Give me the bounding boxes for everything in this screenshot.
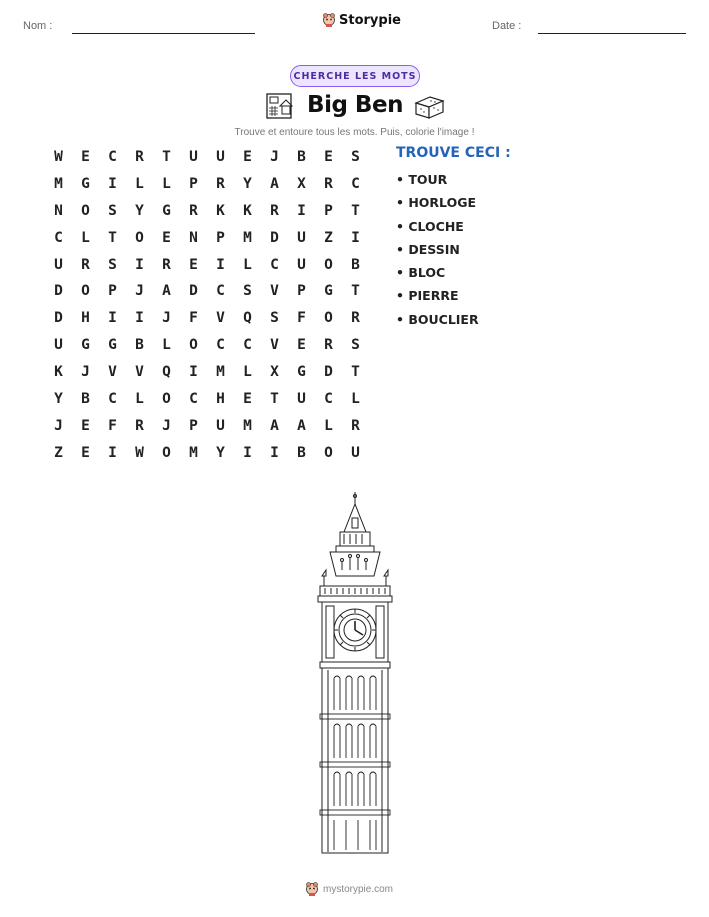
grid-letter[interactable]: A bbox=[270, 175, 279, 192]
grid-letter[interactable]: L bbox=[162, 175, 171, 192]
grid-letter[interactable]: M bbox=[216, 364, 225, 381]
grid-letter[interactable]: R bbox=[216, 175, 225, 192]
grid-letter[interactable]: S bbox=[243, 283, 252, 300]
grid-letter[interactable]: A bbox=[297, 417, 306, 434]
grid-letter[interactable]: I bbox=[108, 444, 117, 461]
grid-row bbox=[45, 282, 370, 309]
grid-letter[interactable]: O bbox=[81, 202, 90, 219]
grid-letter[interactable]: I bbox=[108, 310, 117, 327]
grid-letter[interactable]: I bbox=[243, 444, 252, 461]
grid-letter[interactable]: N bbox=[189, 229, 198, 246]
grid-letter[interactable]: J bbox=[270, 149, 279, 165]
grid-letter[interactable]: L bbox=[243, 256, 252, 273]
footer bbox=[305, 881, 393, 897]
grid-letter[interactable]: T bbox=[108, 229, 117, 246]
grid-letter[interactable]: C bbox=[324, 391, 333, 408]
grid-letter[interactable]: J bbox=[162, 310, 171, 327]
word-list-item: • BOUCLIER bbox=[396, 311, 479, 327]
grid-letter[interactable]: H bbox=[81, 310, 90, 327]
grid-letter[interactable]: O bbox=[189, 337, 198, 354]
grid-letter[interactable]: E bbox=[324, 149, 333, 165]
grid-letter[interactable]: P bbox=[297, 283, 306, 300]
grid-letter[interactable]: V bbox=[108, 364, 117, 381]
grid-letter[interactable]: O bbox=[324, 444, 333, 461]
grid-letter[interactable]: S bbox=[108, 202, 117, 219]
grid-letter[interactable]: U bbox=[216, 417, 225, 434]
grid-letter[interactable]: D bbox=[189, 283, 198, 300]
grid-letter[interactable]: J bbox=[81, 364, 90, 381]
grid-letter[interactable]: Y bbox=[135, 202, 144, 219]
grid-row bbox=[45, 202, 370, 229]
grid-letter[interactable]: C bbox=[216, 283, 225, 300]
brand-logo bbox=[322, 12, 401, 28]
grid-letter[interactable]: I bbox=[297, 202, 306, 219]
name-line[interactable] bbox=[72, 33, 255, 34]
grid-letter[interactable]: M bbox=[189, 444, 198, 461]
grid-letter[interactable]: C bbox=[270, 256, 279, 273]
grid-letter[interactable]: O bbox=[162, 444, 171, 461]
grid-row bbox=[45, 148, 370, 175]
footer-url[interactable]: mystorypie.com bbox=[323, 883, 394, 895]
grid-letter[interactable]: F bbox=[189, 310, 198, 327]
grid-letter[interactable]: K bbox=[243, 202, 252, 219]
grid-letter[interactable]: G bbox=[108, 337, 117, 354]
grid-letter[interactable]: Z bbox=[54, 444, 63, 461]
grid-letter[interactable]: S bbox=[351, 149, 360, 165]
date-label: Date : bbox=[492, 20, 522, 32]
grid-letter[interactable]: R bbox=[162, 256, 171, 273]
grid-letter[interactable]: O bbox=[324, 256, 333, 273]
page-title: Big Ben bbox=[307, 92, 403, 118]
grid-letter[interactable]: I bbox=[216, 256, 225, 273]
grid-letter[interactable]: C bbox=[243, 337, 252, 354]
grid-letter[interactable]: E bbox=[189, 256, 198, 273]
grid-row bbox=[45, 336, 370, 363]
grid-letter[interactable]: U bbox=[351, 444, 360, 461]
grid-letter[interactable]: S bbox=[108, 256, 117, 273]
grid-letter[interactable]: U bbox=[54, 256, 63, 273]
grid-letter[interactable]: G bbox=[81, 175, 90, 192]
grid-letter[interactable]: E bbox=[81, 417, 90, 434]
storypie-logo-icon bbox=[322, 12, 336, 28]
grid-letter[interactable]: T bbox=[351, 283, 360, 300]
word-list-item: • BLOC bbox=[396, 265, 446, 281]
grid-letter[interactable]: I bbox=[135, 310, 144, 327]
grid-letter[interactable]: J bbox=[54, 417, 63, 434]
grid-letter[interactable]: M bbox=[243, 417, 252, 434]
blueprint-icon bbox=[265, 92, 293, 120]
grid-letter[interactable]: C bbox=[108, 391, 117, 408]
grid-letter[interactable]: V bbox=[216, 310, 225, 327]
grid-letter[interactable]: L bbox=[162, 337, 171, 354]
grid-row bbox=[45, 309, 370, 336]
grid-letter[interactable]: D bbox=[54, 283, 63, 300]
grid-letter[interactable]: R bbox=[81, 256, 90, 273]
grid-letter[interactable]: Z bbox=[324, 229, 333, 246]
grid-letter[interactable]: U bbox=[297, 256, 306, 273]
grid-letter[interactable]: E bbox=[81, 444, 90, 461]
storypie-logo-icon bbox=[305, 881, 319, 897]
grid-row bbox=[45, 256, 370, 283]
grid-letter[interactable]: F bbox=[297, 310, 306, 327]
grid-letter[interactable]: U bbox=[216, 149, 225, 165]
grid-letter[interactable]: R bbox=[135, 417, 144, 434]
grid-letter[interactable]: U bbox=[189, 149, 198, 165]
grid-letter[interactable]: J bbox=[135, 283, 144, 300]
date-line[interactable] bbox=[538, 33, 686, 34]
grid-letter[interactable]: S bbox=[351, 337, 360, 354]
grid-letter[interactable]: U bbox=[54, 337, 63, 354]
grid-letter[interactable]: Q bbox=[162, 364, 171, 381]
grid-letter[interactable]: T bbox=[162, 149, 171, 165]
grid-letter[interactable]: C bbox=[189, 391, 198, 408]
grid-letter[interactable]: B bbox=[297, 149, 306, 165]
grid-letter[interactable]: R bbox=[324, 175, 333, 192]
grid-letter[interactable]: A bbox=[270, 417, 279, 434]
word-list bbox=[396, 172, 479, 335]
brand-name: Storypie bbox=[339, 12, 401, 28]
grid-letter[interactable]: I bbox=[351, 229, 360, 246]
grid-letter[interactable]: R bbox=[324, 337, 333, 354]
stone-block-icon bbox=[413, 94, 445, 120]
grid-letter[interactable]: M bbox=[54, 175, 63, 192]
name-label: Nom : bbox=[23, 20, 53, 32]
grid-letter[interactable]: W bbox=[135, 444, 144, 461]
word-list-item: • DESSIN bbox=[396, 241, 460, 257]
grid-letter[interactable]: B bbox=[351, 256, 360, 273]
grid-letter[interactable]: P bbox=[189, 417, 198, 434]
word-list-item: • PIERRE bbox=[396, 288, 459, 304]
grid-letter[interactable]: X bbox=[270, 364, 279, 381]
grid-letter[interactable]: C bbox=[54, 229, 63, 246]
grid-letter[interactable]: D bbox=[324, 364, 333, 381]
grid-letter[interactable]: V bbox=[135, 364, 144, 381]
grid-letter[interactable]: O bbox=[135, 229, 144, 246]
instructions: Trouve et entoure tous les mots. Puis, colorie l'image ! bbox=[234, 127, 475, 138]
grid-letter[interactable]: O bbox=[324, 310, 333, 327]
grid-letter[interactable]: P bbox=[216, 229, 225, 246]
grid-letter[interactable]: K bbox=[54, 364, 63, 381]
grid-letter[interactable]: T bbox=[270, 391, 279, 408]
grid-letter[interactable]: C bbox=[216, 337, 225, 354]
grid-letter[interactable]: C bbox=[108, 149, 117, 165]
grid-letter[interactable]: Q bbox=[243, 310, 252, 327]
grid-letter[interactable]: P bbox=[189, 175, 198, 192]
grid-letter[interactable]: Y bbox=[243, 175, 252, 192]
word-list-title: TROUVE CECI : bbox=[396, 145, 511, 161]
grid-letter[interactable]: D bbox=[270, 229, 279, 246]
grid-letter[interactable]: F bbox=[108, 417, 117, 434]
activity-badge: CHERCHE LES MOTS bbox=[290, 65, 420, 87]
grid-letter[interactable]: G bbox=[81, 337, 90, 354]
grid-row bbox=[45, 175, 370, 202]
grid-letter[interactable]: H bbox=[216, 391, 225, 408]
grid-letter[interactable]: L bbox=[243, 364, 252, 381]
grid-letter[interactable]: E bbox=[243, 391, 252, 408]
grid-letter[interactable]: Y bbox=[54, 391, 63, 408]
grid-letter[interactable]: I bbox=[270, 444, 279, 461]
grid-letter[interactable]: T bbox=[351, 364, 360, 381]
grid-row bbox=[45, 363, 370, 390]
grid-row bbox=[45, 417, 370, 444]
grid-row bbox=[45, 229, 370, 256]
grid-letter[interactable]: U bbox=[297, 391, 306, 408]
grid-letter[interactable]: B bbox=[81, 391, 90, 408]
big-ben-illustration bbox=[300, 490, 410, 855]
grid-letter[interactable]: E bbox=[243, 149, 252, 165]
grid-letter[interactable]: E bbox=[81, 149, 90, 165]
grid-letter[interactable]: X bbox=[297, 175, 306, 192]
grid-letter[interactable]: D bbox=[54, 310, 63, 327]
grid-letter[interactable]: G bbox=[297, 364, 306, 381]
grid-letter[interactable]: M bbox=[243, 229, 252, 246]
word-search-grid bbox=[45, 148, 370, 471]
grid-letter[interactable]: I bbox=[135, 256, 144, 273]
grid-letter[interactable]: R bbox=[135, 149, 144, 165]
grid-letter[interactable]: N bbox=[54, 202, 63, 219]
grid-letter[interactable]: V bbox=[270, 337, 279, 354]
grid-letter[interactable]: O bbox=[81, 283, 90, 300]
word-list-item: • CLOCHE bbox=[396, 218, 464, 234]
grid-letter[interactable]: G bbox=[162, 202, 171, 219]
grid-letter[interactable]: L bbox=[351, 391, 360, 408]
word-list-item: • TOUR bbox=[396, 172, 448, 187]
grid-letter[interactable]: B bbox=[297, 444, 306, 461]
grid-letter[interactable]: I bbox=[108, 175, 117, 192]
grid-letter[interactable]: L bbox=[324, 417, 333, 434]
grid-letter[interactable]: R bbox=[189, 202, 198, 219]
grid-row bbox=[45, 390, 370, 417]
grid-letter[interactable]: S bbox=[270, 310, 279, 327]
grid-letter[interactable]: W bbox=[54, 149, 63, 165]
grid-letter[interactable]: Y bbox=[216, 444, 225, 461]
grid-letter[interactable]: P bbox=[108, 283, 117, 300]
grid-letter[interactable]: L bbox=[135, 175, 144, 192]
grid-letter[interactable]: R bbox=[270, 202, 279, 219]
grid-letter[interactable]: R bbox=[351, 310, 360, 327]
word-list-item: • HORLOGE bbox=[396, 195, 476, 211]
grid-letter[interactable]: U bbox=[297, 229, 306, 246]
grid-letter[interactable]: G bbox=[324, 283, 333, 300]
grid-letter[interactable]: R bbox=[351, 417, 360, 434]
grid-letter[interactable]: B bbox=[135, 337, 144, 354]
grid-letter[interactable]: L bbox=[135, 391, 144, 408]
grid-letter[interactable]: E bbox=[297, 337, 306, 354]
grid-letter[interactable]: C bbox=[351, 175, 360, 192]
grid-letter[interactable]: K bbox=[216, 202, 225, 219]
grid-letter[interactable]: L bbox=[81, 229, 90, 246]
grid-letter[interactable]: E bbox=[162, 229, 171, 246]
grid-letter[interactable]: P bbox=[324, 202, 333, 219]
grid-letter[interactable]: T bbox=[351, 202, 360, 219]
grid-letter[interactable]: A bbox=[162, 283, 171, 300]
grid-row bbox=[45, 444, 370, 471]
grid-letter[interactable]: I bbox=[189, 364, 198, 381]
grid-letter[interactable]: V bbox=[270, 283, 279, 300]
grid-letter[interactable]: J bbox=[162, 417, 171, 434]
grid-letter[interactable]: O bbox=[162, 391, 171, 408]
